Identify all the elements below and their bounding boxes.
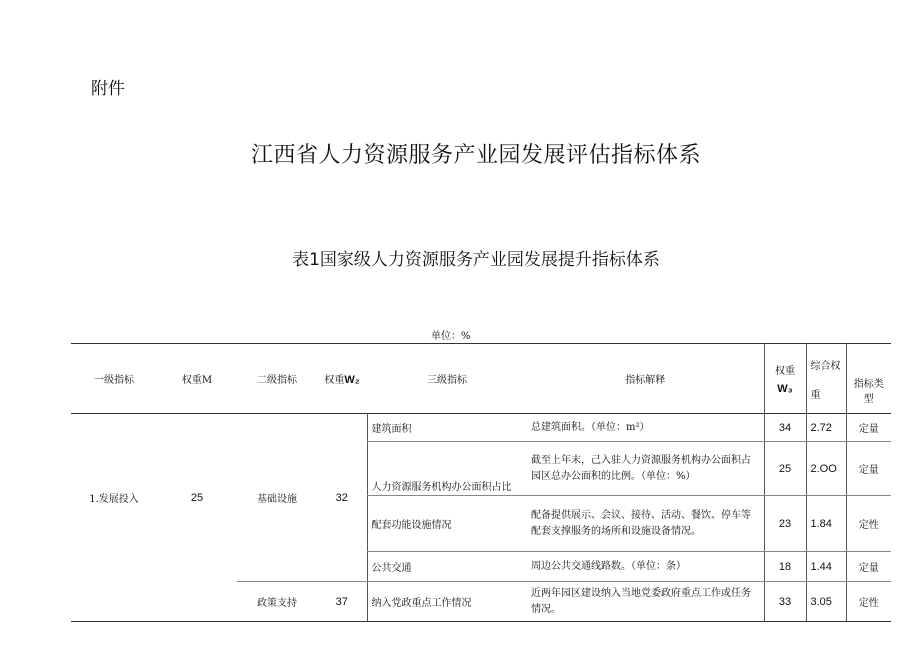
indicator-explanation: 总建筑面积。（单位：m²）: [527, 414, 764, 442]
indicator-explanation: 配备提供展示、会议、接待、活动、餐饮、停车等配套支撑服务的场所和设施设备情况。: [527, 496, 764, 552]
header-row: [71, 344, 891, 414]
level2-weight: 32: [317, 414, 367, 582]
indicator-type: 定量: [846, 442, 891, 496]
level3-name: 配套功能设施情况: [367, 496, 527, 552]
table-row: [71, 582, 891, 622]
composite-weight-value: 1.84: [806, 496, 846, 552]
composite-weight-value: 3.05: [806, 582, 846, 622]
indicator-explanation: 周边公共交通线路数。（单位：条）: [527, 552, 764, 582]
level1-name: 1.发展投入: [89, 494, 139, 506]
weight1-blank-cell: [157, 582, 237, 622]
weight3-value: 18: [764, 552, 806, 582]
indicator-type: 定量: [846, 552, 891, 582]
header-indicator-type: 指标类型: [846, 344, 891, 414]
indicator-explanation: 近两年园区建设纳入当地党委政府重点工作或任务情况。: [527, 582, 764, 622]
header-level2: 二级指标: [257, 375, 297, 386]
indicator-type: 定性: [846, 496, 891, 552]
weight3-value: 25: [764, 442, 806, 496]
header-weight1: 权重M: [181, 375, 213, 386]
level1-blank-cell: [71, 582, 157, 622]
header-explanation: 指标解释: [625, 375, 666, 386]
level2-name: 政策支持: [237, 582, 317, 622]
indicator-table: [71, 343, 891, 622]
unit-note: 单位：%: [431, 331, 471, 342]
indicator-type: 定性: [846, 582, 891, 622]
level1-weight: 25: [190, 491, 204, 504]
indicator-type: 定量: [846, 414, 891, 442]
level2-name: 基础设施: [237, 414, 317, 582]
weight3-value: 33: [764, 582, 806, 622]
document-title: 江西省人力资源服务产业园发展评估指标体系: [250, 143, 701, 168]
header-level3: 三级指标: [427, 375, 467, 386]
level3-name: 建筑面积: [367, 414, 527, 442]
level3-name: 公共交通: [367, 552, 527, 582]
composite-weight-value: 1.44: [806, 552, 846, 582]
header-weight3: 权重 W₃: [764, 344, 806, 414]
table-row: [71, 414, 891, 442]
header-weight2: 权重W₂: [324, 374, 360, 386]
weight3-value: 23: [764, 496, 806, 552]
level3-name: 人力资源服务机构办公面积占比: [367, 442, 527, 496]
indicator-explanation: 截至上年末，己入驻人力资源服务机构办公面积占园区总办公面积的比例。（单位：%）: [527, 442, 764, 496]
composite-weight-value: 2.72: [806, 414, 846, 442]
table-title: 表1国家级人力资源服务产业园发展提升指标体系: [292, 250, 660, 270]
level2-weight: 37: [317, 582, 367, 622]
level3-name: 纳入党政重点工作情况: [367, 582, 527, 622]
weight3-value: 34: [764, 414, 806, 442]
header-level1: 一级指标: [94, 375, 134, 386]
header-composite-weight: 综合权 重: [806, 344, 846, 414]
attachment-label: 附件: [91, 79, 125, 99]
composite-weight-value: 2.OO: [806, 442, 846, 496]
